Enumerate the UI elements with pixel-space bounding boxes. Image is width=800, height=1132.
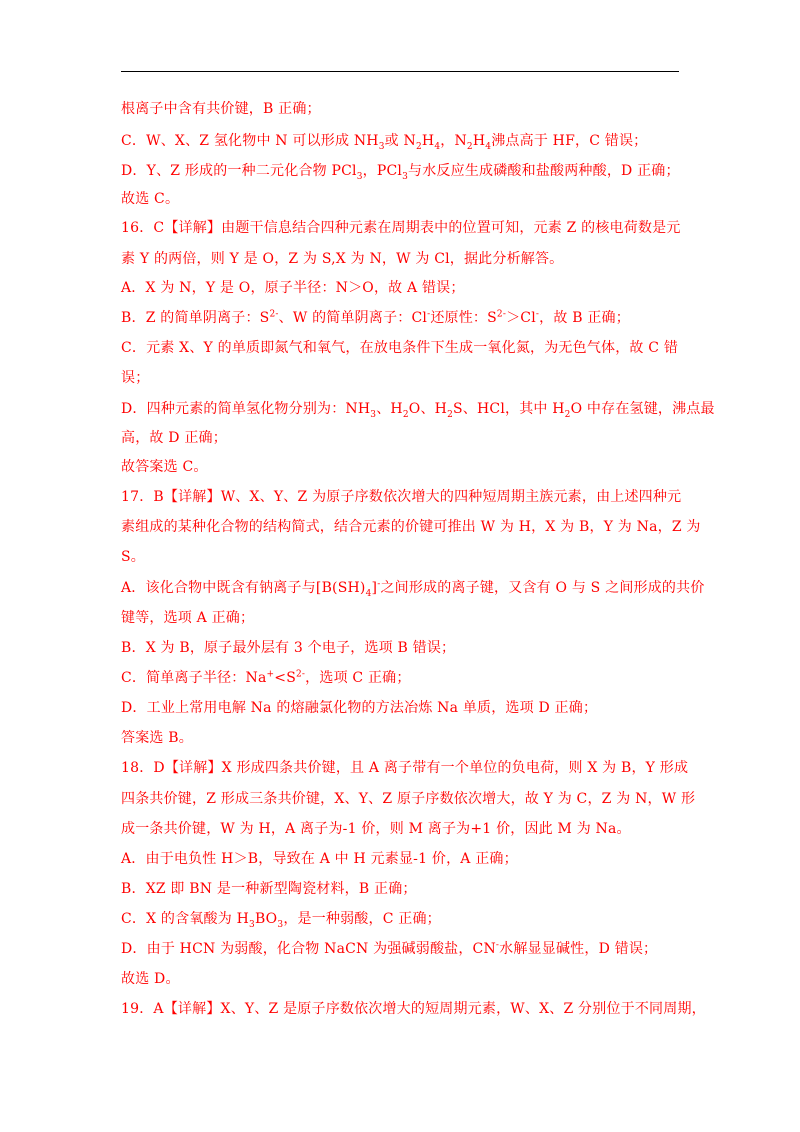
text-line — [121, 99, 321, 119]
text-run: 成一条共价键，W 为 H，A 离子为-1 价，则 M 离子为+1 价，因此 M 为 Na。 — [121, 821, 631, 837]
subscript: 4 — [365, 588, 372, 599]
text-line — [121, 487, 681, 507]
subscript: 3 — [378, 141, 385, 152]
text-run: 根离子中含有共价键，B 正确； — [121, 101, 321, 117]
text-line — [121, 668, 411, 688]
text-run: 素 Y 的两倍，则 Y 是 O，Z 为 S,X 为 N，W 为 Cl，据此分析解答。 — [121, 251, 564, 267]
text-run: D．四种元素的简单氢化物分别为：NH — [121, 401, 371, 417]
text-run: 素组成的某种化合物的结构简式，结合元素的价键可推出 W 为 H，X 为 B，Y 为 Na，Z 为 — [121, 519, 701, 535]
text-run: 答案选 B。 — [121, 730, 193, 746]
text-run: C．简单离子半径：Na — [121, 670, 267, 686]
text-line — [121, 338, 678, 358]
text-line — [121, 608, 254, 628]
text-run: 故选 D。 — [121, 971, 180, 987]
text-run: B．X 为 B，原子最外层有 3 个电子，选项 B 错误； — [121, 640, 456, 656]
text-line — [121, 278, 465, 298]
superscript: - — [377, 579, 381, 590]
text-run: H — [421, 133, 435, 149]
text-line — [121, 547, 145, 567]
superscript: + — [266, 669, 275, 680]
text-run: 或 N — [384, 133, 416, 149]
text-run: C．元素 X、Y 的单质即氮气和氧气，在放电条件下生成一氧化氮，为无色气体，故 C 错 — [121, 340, 679, 356]
text-run: ] — [371, 580, 378, 596]
text-run: 误； — [121, 370, 150, 386]
subscript: 3 — [370, 409, 377, 420]
text-run: 16．C【详解】由题干信息结合四种元素在周期表中的位置可知，元素 Z 的核电荷数是元 — [121, 220, 681, 236]
text-line — [121, 368, 149, 388]
text-run: 17．B【详解】W、X、Y、Z 为原子序数依次增大的四种短周期主族元素，由上述四种元 — [121, 489, 682, 505]
text-line — [121, 909, 441, 929]
text-line — [121, 428, 227, 448]
text-run: 水解显显碱性，D 错误； — [499, 941, 658, 957]
superscript: - — [535, 309, 540, 320]
subscript: 3 — [402, 171, 409, 182]
text-line — [121, 399, 715, 419]
subscript: 2 — [402, 409, 409, 420]
text-line — [121, 758, 688, 778]
superscript: 2- — [496, 309, 507, 320]
text-line — [121, 819, 631, 839]
text-run: D．由于 HCN 为弱酸，化合物 NaCN 为强碱弱酸盐，CN — [121, 941, 496, 957]
text-run: 故答案选 C。 — [121, 459, 208, 475]
text-run: S、HCl，其中 H — [453, 401, 565, 417]
subscript: 2 — [415, 141, 422, 152]
text-run: 沸点高于 HF，C 错误； — [491, 133, 648, 149]
text-run: ，是一种弱酸，C 正确； — [283, 911, 441, 927]
text-run: A．由于电负性 H＞B，导致在 A 中 H 元素显-1 价，A 正确； — [121, 851, 518, 867]
text-run: B．XZ 即 BN 是一种新型陶瓷材料，B 正确； — [121, 881, 417, 897]
text-line — [121, 638, 455, 658]
subscript: 2 — [564, 409, 571, 420]
text-line — [121, 728, 193, 748]
text-run: 与水反应生成磷酸和盐酸两种酸，D 正确； — [408, 163, 680, 179]
text-line — [121, 249, 563, 269]
superscript: 2- — [269, 309, 279, 320]
text-run: ，故 B 正确； — [539, 310, 630, 326]
text-line — [121, 517, 701, 537]
text-line — [121, 999, 706, 1019]
text-run: C．X 的含氧酸为 H — [121, 911, 249, 927]
text-run: 高，故 D 正确； — [121, 430, 227, 446]
text-run: ，N — [440, 133, 467, 149]
text-run: 18．D【详解】X 形成四条共价键，且 A 离子带有一个单位的负电荷，则 X 为 B，Y 形成 — [121, 760, 689, 776]
text-run: O、H — [408, 401, 448, 417]
superscript: 2- — [296, 669, 306, 680]
text-run: ，选项 C 正确； — [305, 670, 411, 686]
text-run: 、H — [376, 401, 403, 417]
subscript: 4 — [485, 141, 492, 152]
text-line — [121, 578, 705, 598]
text-run: 、W 的简单阴离子：Cl — [278, 310, 428, 326]
subscript: 2 — [447, 409, 454, 420]
header-rule — [121, 71, 679, 72]
subscript: 2 — [466, 141, 473, 152]
text-run: A．X 为 N，Y 是 O，原子半径：N＞O，故 A 错误； — [121, 280, 465, 296]
superscript: - — [427, 309, 431, 320]
text-run: 之间形成的离子键，又含有 O 与 S 之间形成的共价 — [380, 580, 705, 596]
text-line — [121, 939, 657, 959]
text-line — [121, 308, 630, 328]
subscript: 4 — [434, 141, 441, 152]
text-run: H — [472, 133, 486, 149]
subscript: 3 — [277, 919, 284, 930]
text-line — [121, 969, 180, 989]
text-run: O 中存在氢键，沸点最 — [570, 401, 715, 417]
text-line — [121, 131, 647, 151]
text-run: C．W、X、Z 氢化物中 N 可以形成 NH — [121, 133, 379, 149]
text-run: D．工业上常用电解 Na 的熔融氯化物的方法冶炼 Na 单质，选项 D 正确； — [121, 700, 598, 716]
text-run: BO — [254, 911, 278, 927]
text-run: 键等，选项 A 正确； — [121, 610, 255, 626]
text-run: A．该化合物中既含有钠离子与[B(SH) — [121, 580, 366, 596]
text-run: S。 — [121, 549, 145, 565]
text-line — [121, 879, 417, 899]
text-line — [121, 457, 208, 477]
subscript: 3 — [249, 919, 255, 930]
text-line — [121, 218, 681, 238]
text-line — [121, 698, 597, 718]
text-run: D．Y、Z 形成的一种二元化合物 PCl — [121, 163, 357, 179]
text-line — [121, 849, 518, 869]
text-run: ＞Cl — [506, 310, 536, 326]
text-line — [121, 189, 179, 209]
text-line — [121, 161, 680, 181]
text-line — [121, 789, 695, 809]
text-run: 故选 C。 — [121, 191, 180, 207]
text-run: B．Z 的简单阴离子：S — [121, 310, 270, 326]
text-run: 还原性：S — [430, 310, 497, 326]
superscript: - — [495, 940, 500, 951]
text-run: ，PCl — [362, 163, 403, 179]
subscript: 3 — [356, 171, 363, 182]
text-run: 19．A【详解】X、Y、Z 是原子序数依次增大的短周期元素，W、X、Z 分别位于不同周期， — [121, 1001, 706, 1017]
text-run: <S — [274, 670, 296, 686]
text-run: 四条共价键，Z 形成三条共价键，X、Y、Z 原子序数依次增大，故 Y 为 C，Z 为 N，W 形 — [121, 791, 696, 807]
